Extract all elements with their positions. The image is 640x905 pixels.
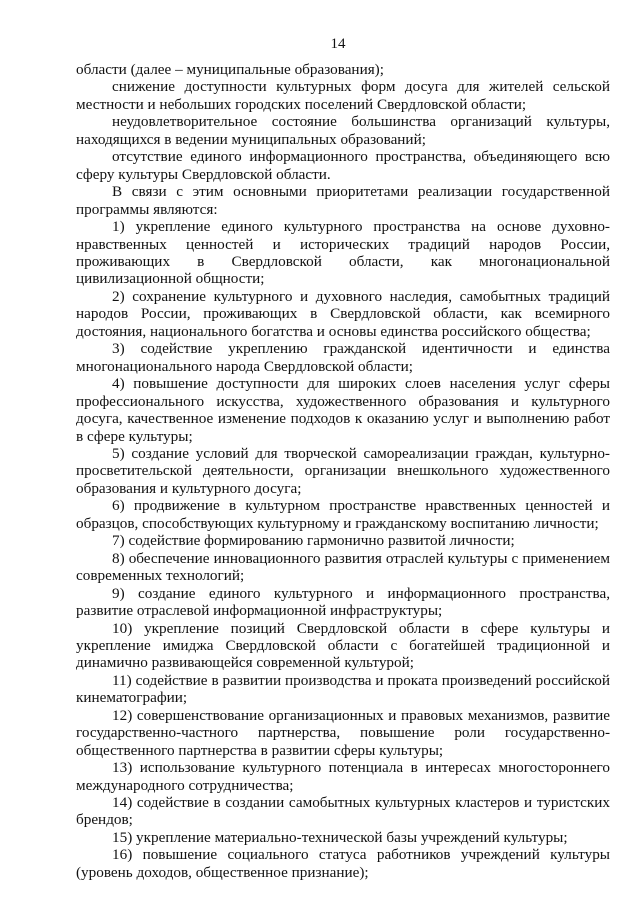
paragraph: области (далее – муниципальные образования); bbox=[76, 61, 384, 78]
list-item: 8) обеспечение инновационного развития отраслей культуры с применением современных технологий; bbox=[76, 549, 610, 585]
list-item: 7) содействие формированию гармонично развитой личности; bbox=[112, 532, 515, 550]
paragraph: В связи с этим основными приоритетами реализации государственной программы являются: bbox=[76, 183, 610, 218]
paragraph: снижение доступности культурных форм досуга для жителей сельской местности и небольших городских поселений Свердловской области; bbox=[76, 78, 610, 113]
list-item: 4) повышение доступности для широких слоев населения услуг сферы профессионального искусства, художественного образования и культурного досуга, качественное изменение подходов к оказанию услуг и выполнению работ в сфере культуры; bbox=[76, 375, 610, 445]
list-item: 6) продвижение в культурном пространстве нравственных ценностей и образцов, способствующих культурному и гражданскому воспитанию личности; bbox=[76, 497, 610, 532]
list-item: 9) создание единого культурного и информационного пространства, развитие отраслевой информационной инфраструктуры; bbox=[76, 584, 610, 620]
list-item: 10) укрепление позиций Свердловской области в сфере культуры и укрепление имиджа Свердловской области с богатейшей традиционной и динамично развивающейся современной культурой; bbox=[76, 619, 610, 672]
list-item: 1) укрепление единого культурного пространства на основе духовно-нравственных ценностей и исторических традиций народов России, проживающих в Свердловской области, как многонациональной цивилизационной общности; bbox=[76, 218, 610, 288]
list-item: 16) повышение социального статуса работников учреждений культуры (уровень доходов, общественное признание); bbox=[76, 846, 610, 881]
list-item: 11) содействие в развитии производства и проката произведений российской кинематографии; bbox=[76, 671, 610, 707]
list-item: 5) создание условий для творческой самореализации граждан, культурно-просветительской деятельности, организации внешкольного художественного образования и культурного досуга; bbox=[76, 444, 610, 497]
paragraph: отсутствие единого информационного пространства, объединяющего всю сферу культуры Свердловской области. bbox=[76, 148, 610, 183]
list-item: 2) сохранение культурного и духовного наследия, самобытных традиций народов России, проживающих в Свердловской области, как всемирного достояния, национального богатства и основы единства российского общества; bbox=[76, 287, 610, 340]
list-item: 13) использование культурного потенциала в интересах многостороннего международного сотрудничества; bbox=[76, 759, 610, 794]
body-text bbox=[76, 61, 610, 881]
page-number: 14 bbox=[330, 36, 346, 52]
list-item: 12) совершенствование организационных и правовых механизмов, развитие государственно-частного партнерства, повышение роли государственно-общественного партнерства в развитии сферы культуры; bbox=[76, 706, 610, 759]
list-item: 15) укрепление материально-технической базы учреждений культуры; bbox=[112, 828, 568, 846]
paragraph: неудовлетворительное состояние большинства организаций культуры, находящихся в ведении муниципальных образований; bbox=[76, 113, 610, 148]
list-item: 3) содействие укреплению гражданской идентичности и единства многонационального народа Свердловской области; bbox=[76, 340, 610, 375]
list-item: 14) содействие в создании самобытных культурных кластеров и туристских брендов; bbox=[76, 794, 610, 829]
